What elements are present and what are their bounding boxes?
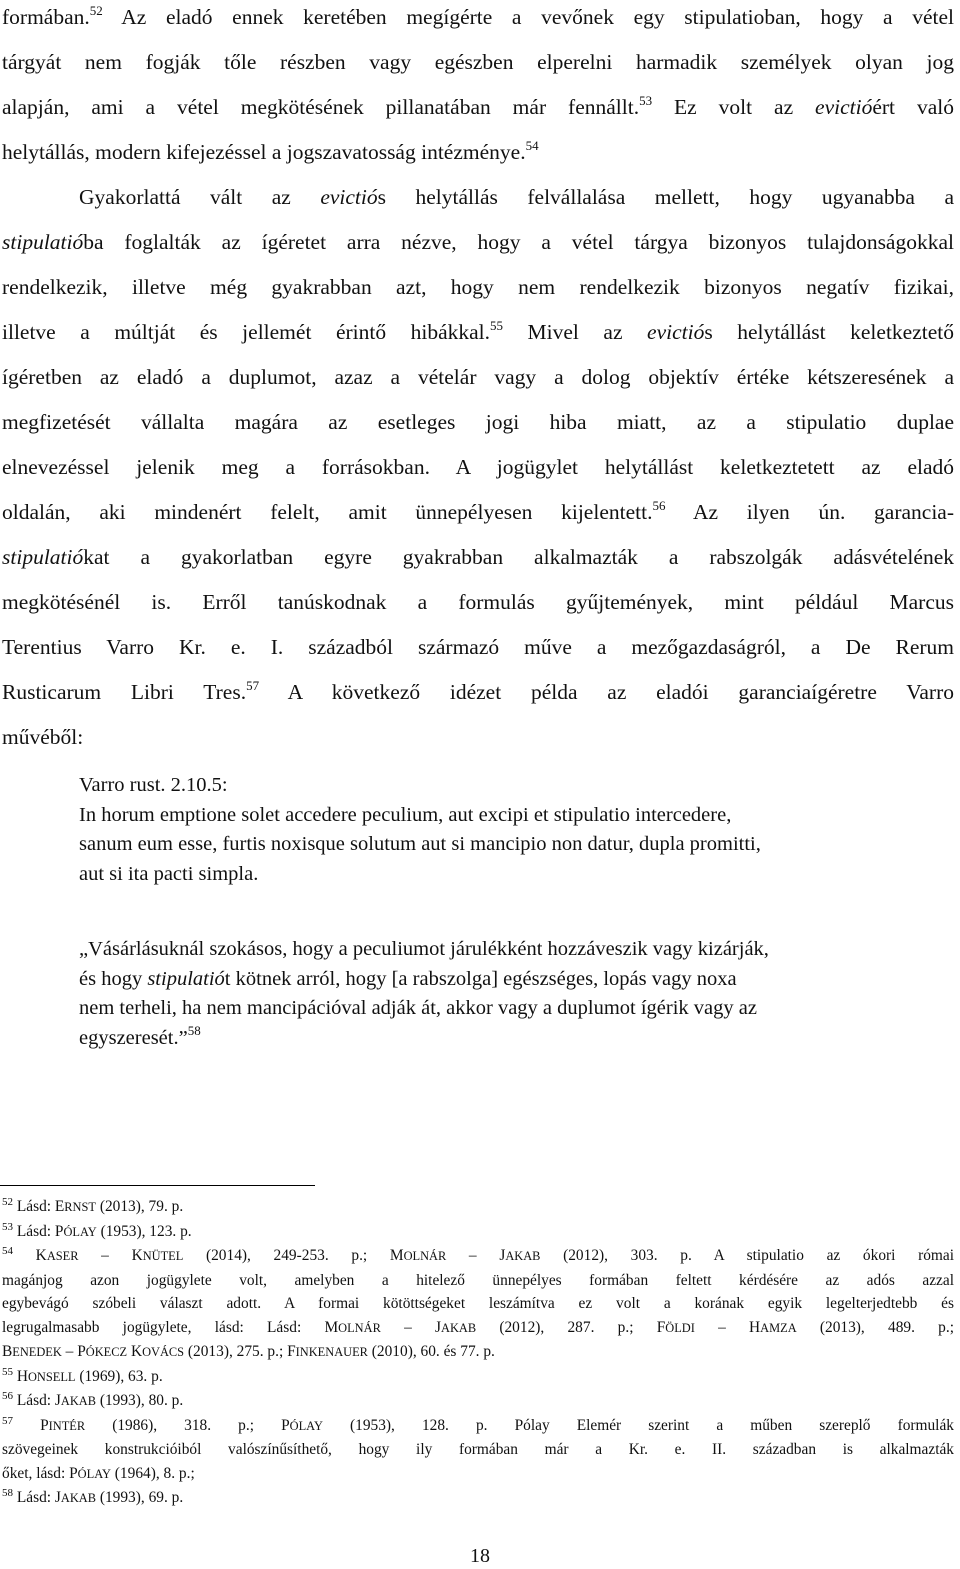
page-number: 18 [470,1545,490,1567]
footnote-54-cont: BENEDEK – PÓKECZ KOVÁCS (2013), 275. p.; FINKENAUER (2010), 60. és 77. p. [2,1343,495,1360]
footnote-ref[interactable]: 56 [652,498,666,513]
text-line: helytállás, modern kifejezéssel a jogszavatosság intézménye.$^{54}$ [2,138,539,164]
quote-line: sanum eum esse, furtis noxisque solutum aut si mancipio non datur, dupla promitti, [79,833,761,856]
footnote-56: $^{56}$ Lásd: JAKAB (1993), 80. p. [2,1390,184,1409]
footnote-57: $^{57}$ PINTÉR (1986), 318. p.; PÓLAY (1953), 128. p. Pólay Elemér szerint a műben szereplő formulák [2,1414,954,1434]
footnote-52: $^{52}$ Lásd: ERNST (2013), 79. p. [2,1196,184,1215]
text-line: alapján, ami a vétel megkötésének pillanatában már fennállt.$^{53}$ Ez volt az evictióért való [2,93,954,119]
text-line: elnevezéssel jelenik meg a forrásokban. A jogügylet helytállást keletkeztetett az eladó [2,455,954,479]
footnotes [2,1195,954,1511]
text-line: művéből: [2,725,84,749]
text-line: Terentius Varro Kr. e. I. századból származó műve a mezőgazdaságról, a De Rerum [2,635,954,659]
text-line: megfizetését vállalta magára az esetleges jogi hiba miatt, az a stipulatio duplae [2,410,954,434]
text-line: oldalán, aki mindenért felelt, amit ünnepélyesen kijelentett.$^{56}$ Az ilyen ún. garancia- [2,498,954,524]
quote-source: Varro rust. 2.10.5: [79,774,228,796]
footnote-ref[interactable]: 57 [246,678,260,693]
text-line: Rusticarum Libri Tres.$^{57}$ A következő idézet példa az eladói garanciaígéretre Varro [2,678,954,704]
text-line: stipulatiókat a gyakorlatban egyre gyakrabban alkalmazták a rabszolgák adásvételének [2,545,954,569]
quote-line: egyszeresét.”$^{58}$ [79,1022,201,1049]
quote-line: nem terheli, ha nem mancipációval adják át, akkor vagy a duplumot ígérik vagy az [79,997,757,1020]
text-line: illetve a múltját és jellemét érintő hibákkal.$^{55}$ Mivel az evictiós helytállást keletkeztető [2,318,954,344]
text-line: formában.$^{52}$ Az eladó ennek keretében megígérte a vevőnek egy stipulatioban, hogy a vétel [2,3,954,29]
footnote-57-cont: szövegeinek konstrukcióiból valószínűsíthető, hogy ily formában már a Kr. e. II. században is alkalmazták [2,1441,954,1458]
quote-line: aut si ita pacti simpla. [79,862,259,885]
footnote-separator [0,1185,315,1186]
footnote-57-cont: őket, lásd: PÓLAY (1964), 8. p.; [2,1464,195,1482]
footnote-54: $^{54}$ KASER – KNÜTEL (2014), 249-253. p.; MOLNÁR – JAKAB (2012), 303. p. A stipulatio az ókori római [2,1245,955,1264]
footnote-54-cont: egybevágó szóbeli választ adott. A formai kötöttségeket leszámítva ez volt a korának egyik legelterjedtebb és [2,1295,954,1312]
text-line: Gyakorlattá vált az evictiós helytállás felvállalása mellett, hogy ugyanabba a [79,185,954,209]
latin-quote [79,771,953,889]
paragraph-2 [2,175,954,760]
quote-line: In horum emptione solet accedere peculium, aut excipi et stipulatio intercedere, [79,803,732,826]
footnote-ref[interactable]: 54 [525,138,539,153]
footnote-55: $^{55}$ HONSELL (1969), 63. p. [2,1365,163,1385]
footnote-54-cont: legrugalmasabb jogügylete, lásd: Lásd: MOLNÁR – JAKAB (2012), 287. p.; FÖLDI – HAMZA (2013), 489. p.; [2,1318,954,1336]
footnote-ref[interactable]: 53 [639,93,653,108]
text-line: stipulatióba foglalták az ígéretet arra nézve, hogy a vétel tárgya bizonyos tulajdonságokkal [2,230,954,254]
footnote-ref[interactable]: 52 [89,3,103,18]
quote-line: „Vásárlásuknál szokásos, hogy a peculiumot járulékként hozzáveszik vagy kizárják, [79,938,769,960]
footnote-54-cont: magánjog azon jogügylete volt, amelyben a hitelező ünnepélyes formában feltett kérdésére az adós azzal [2,1271,954,1289]
footnote-ref[interactable]: 58 [187,1022,201,1038]
footnote-53: $^{53}$ Lásd: PÓLAY (1953), 123. p. [2,1220,192,1240]
paragraph-1 [2,0,954,175]
text-line: tárgyát nem fogják tőle részben vagy egészben elperelni harmadik személyek olyan jog [2,50,954,74]
text-line: rendelkezik, illetve még gyakrabban azt, hogy nem rendelkezik bizonyos negatív fizikai, [2,275,954,299]
quote-line: és hogy stipulatiót kötnek arról, hogy [a rabszolga] egészséges, lopás vagy noxa [79,967,737,990]
hungarian-quote [79,935,953,1053]
text-line: ígéretben az eladó a duplumot, azaz a vételár vagy a dolog objektív értéke kétszeresének a [2,365,954,389]
footnote-ref[interactable]: 55 [490,318,504,333]
footnote-58: $^{58}$ Lásd: JAKAB (1993), 69. p. [2,1487,184,1506]
text-line: megkötésénél is. Erről tanúskodnak a formulás gyűjtemények, mint például Marcus [2,590,954,614]
